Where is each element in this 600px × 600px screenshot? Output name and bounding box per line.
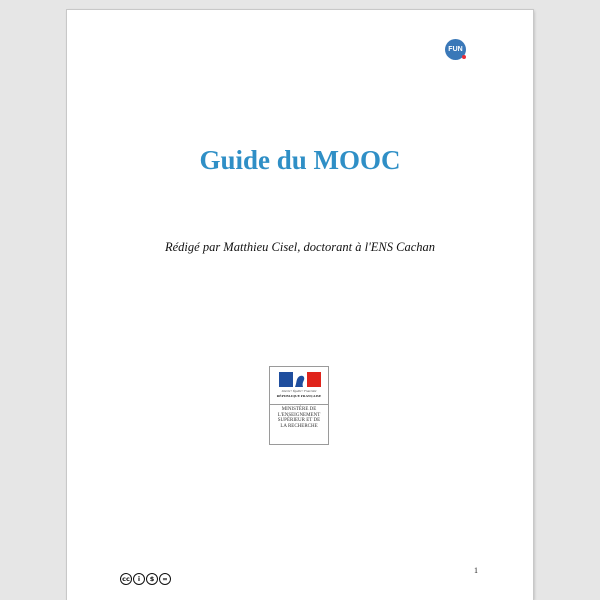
page-number: 1: [474, 566, 478, 575]
ministry-line: L'ENSEIGNEMENT: [277, 412, 321, 418]
ministry-name: [270, 407, 328, 429]
marianne-block: [270, 367, 328, 405]
ministry-line: LA RECHERCHE: [280, 423, 318, 429]
flag-blue-stripe: [279, 372, 293, 387]
ministry-logo: [269, 366, 329, 445]
fun-logo-dot: [462, 55, 466, 59]
document-page: [67, 10, 533, 600]
nc-icon: $: [146, 573, 158, 585]
document-subtitle: Rédigé par Matthieu Cisel, doctorant à l'ENS Cachan: [164, 240, 435, 254]
marianne-profile-icon: [293, 372, 307, 387]
ministry-line: MINISTÈRE DE: [281, 407, 317, 412]
ministry-line: SUPÉRIEUR ET DE: [277, 418, 321, 423]
republic-name: RÉPUBLIQUE FRANÇAISE: [276, 394, 322, 398]
document-title: Guide du MOOC: [199, 145, 401, 175]
creative-commons-license-badge: [120, 573, 171, 585]
flag-red-stripe: [307, 372, 321, 387]
cc-icon: cc: [120, 573, 132, 585]
nd-icon: =: [159, 573, 171, 585]
republic-motto: Liberté • Égalité • Fraternité: [281, 389, 317, 393]
flag-white-stripe: [293, 372, 307, 387]
by-icon: i: [133, 573, 145, 585]
french-flag-icon: [279, 372, 321, 387]
fun-logo-text: FUN: [448, 46, 463, 53]
